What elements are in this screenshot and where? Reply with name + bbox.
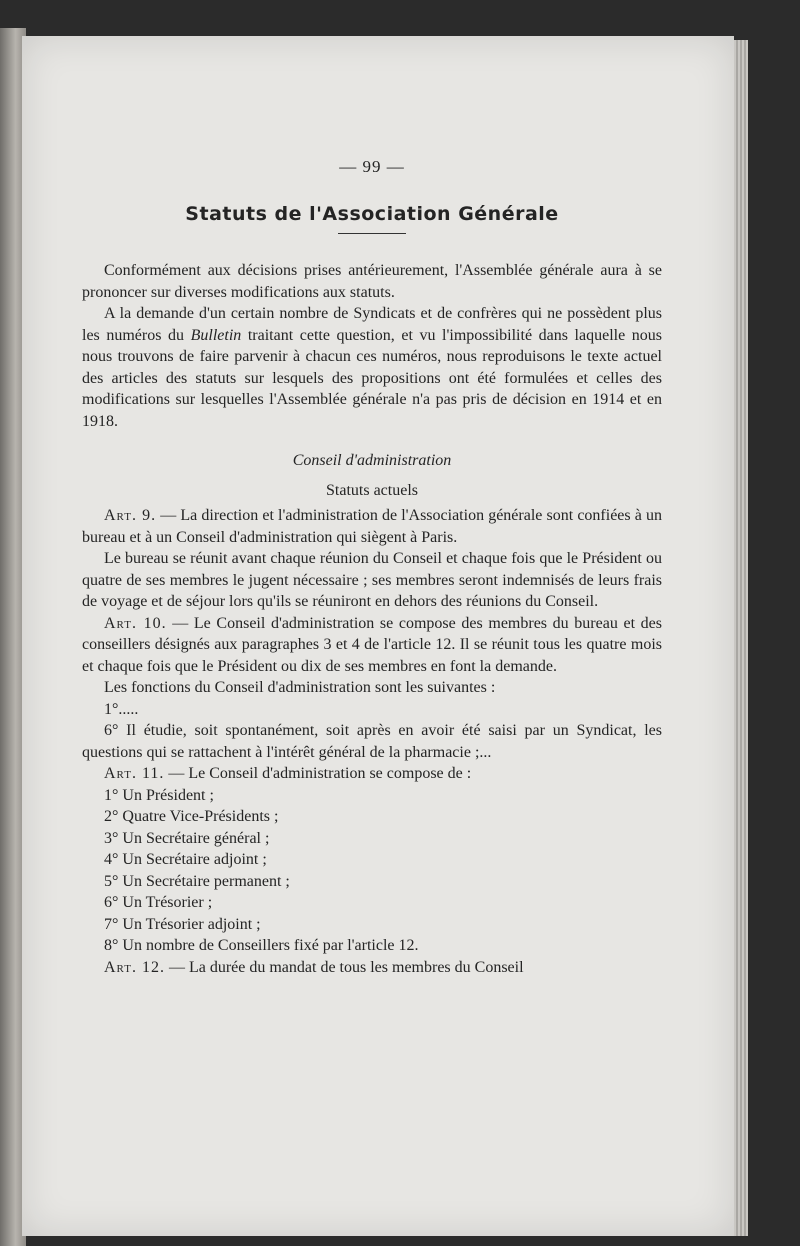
subsection-title: Statuts actuels	[326, 481, 418, 499]
article-11-item: 5° Un Secrétaire permanent ;	[104, 872, 290, 890]
article-12: Art. 12. — La durée du mandat de tous les membres du Conseil	[104, 958, 524, 976]
page-title: Statuts de l'Association Générale	[185, 202, 559, 225]
book-page	[22, 36, 734, 1236]
article-11-item: 7° Un Trésorier adjoint ;	[104, 915, 261, 933]
article-9: Art. 9. — La direction et l'administration de l'Association générale sont confiées à un bureau et à un Conseil d'administration qui siègent à Paris.	[82, 507, 663, 546]
page-number: — 99 —	[339, 157, 405, 176]
intro-paragraph-2: A la demande d'un certain nombre de Syndicats et de confrères qui ne possèdent plus les numéros du Bulletin traitant cette question, et vu l'impossibilité dans laquelle nous nous trouvons de faire parvenir à chacun ces numéros, nous reproduisons le texte actuel des articles des statuts sur lesquels des propositions ont été formulées et celles des modifications sur lesquelles l'Assemblée générale n'a pas pris de décision en 1914 et en 1918.	[82, 305, 662, 430]
article-11-label: Art. 11.	[104, 765, 165, 782]
title-underline	[338, 233, 406, 234]
article-11-item: 3° Un Secrétaire général ;	[104, 829, 270, 847]
article-10-label: Art. 10.	[104, 614, 167, 632]
article-10-item-1: 1°.....	[104, 700, 139, 718]
article-10-paragraph-2: Les fonctions du Conseil d'administration sont les suivantes :	[104, 679, 496, 696]
article-11-item: 1° Un Président ;	[104, 786, 214, 804]
intro-paragraph-1: Conformément aux décisions prises antérieurement, l'Assemblée générale aura à se prononcer sur diverses modifications aux statuts.	[82, 262, 662, 301]
page-content	[82, 156, 662, 978]
article-11-item: 8° Un nombre de Conseillers fixé par l'article 12.	[104, 937, 419, 954]
bulletin-title: Bulletin	[190, 326, 242, 344]
article-12-label: Art. 12.	[104, 958, 165, 976]
article-11-item: 6° Un Trésorier ;	[104, 894, 213, 911]
article-11-item: 2° Quatre Vice-Présidents ;	[104, 808, 279, 825]
article-10: Art. 10. — Le Conseil d'administration se compose des membres du bureau et des conseillers désignés aux paragraphes 3 et 4 de l'article 12. Il se réunit tous les quatre mois et chaque fois que le Président ou dix de ses membres en font la demande.	[82, 614, 663, 675]
article-9-label: Art. 9.	[104, 507, 157, 524]
article-11: Art. 11. — Le Conseil d'administration se compose de :	[104, 765, 472, 782]
article-10-item-6: 6° Il étudie, soit spontanément, soit après en avoir été saisi par un Syndicat, les questions qui se rattachent à l'intérêt général de la pharmacie ;...	[82, 722, 662, 761]
section-title: Conseil d'administration	[292, 452, 452, 469]
article-11-item: 4° Un Secrétaire adjoint ;	[104, 851, 267, 868]
article-9-paragraph-2: Le bureau se réunit avant chaque réunion du Conseil et chaque fois que le Président ou quatre de ses membres le jugent nécessaire ; ses membres seront indemnisés de leurs frais de voyage et de séjour lors qu'ils se réuniront en dehors des réunions du Conseil.	[82, 550, 662, 610]
